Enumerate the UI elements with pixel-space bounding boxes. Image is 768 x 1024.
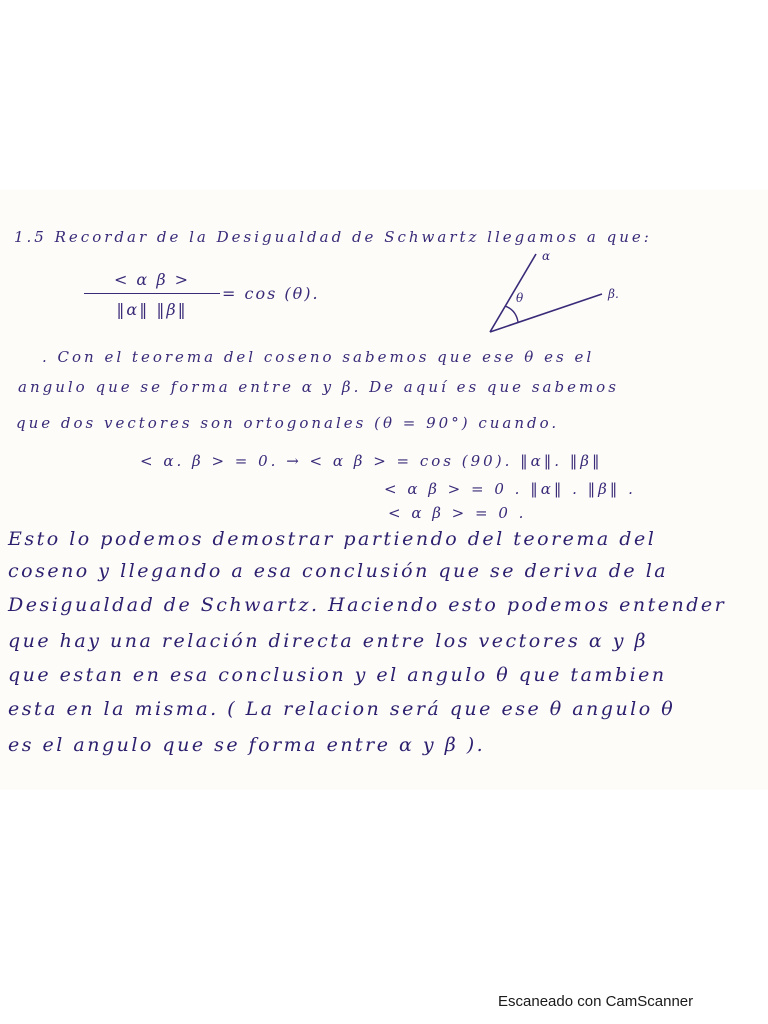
explanation-line-6: esta en la misma. ( La relacion será que ese θ angulo θ: [8, 698, 676, 720]
angle-arc: [505, 306, 518, 322]
explanation-line-3: Desigualdad de Schwartz. Haciendo esto podemos entender: [8, 594, 727, 616]
diagram-label-alpha: α: [542, 249, 551, 263]
explanation-line-5: que estan en esa conclusion y el angulo θ que tambien: [8, 664, 667, 686]
equation-3: < α β > = 0 .: [388, 504, 527, 522]
fraction-numerator: < α β >: [113, 270, 191, 289]
camscanner-watermark: Escaneado con CamScanner: [498, 993, 694, 1010]
explanation-line-7: es el angulo que se forma entre α y β ).: [8, 734, 486, 756]
fraction-denominator: ‖α‖ ‖β‖: [116, 300, 188, 319]
explanation-line-1: Esto lo podemos demostrar partiendo del teorema del: [8, 528, 657, 550]
fraction: [84, 270, 220, 319]
angle-diagram: [480, 240, 640, 340]
equation-1: < α. β > = 0. → < α β > = cos (90). ‖α‖. ‖β‖: [140, 452, 603, 470]
beta-vector: [490, 294, 602, 332]
diagram-label-beta: β.: [608, 287, 619, 301]
equation-2: < α β > = 0 . ‖α‖ . ‖β‖ .: [384, 480, 636, 498]
notes-line-2: . Con el teorema del coseno sabemos que ese θ es el: [42, 348, 595, 366]
explanation-line-2: coseno y llegando a esa conclusión que se deriva de la: [8, 560, 669, 582]
notes-line-3: angulo que se forma entre α y β. De aquí es que sabemos: [18, 378, 619, 396]
notes-line-4: que dos vectores son ortogonales (θ = 90°) cuando.: [16, 414, 560, 432]
fraction-rhs: = cos (θ).: [222, 284, 320, 303]
notes-line-1: 1.5 Recordar de la Desigualdad de Schwartz llegamos a que:: [14, 228, 652, 246]
diagram-label-theta: θ: [516, 291, 524, 305]
explanation-line-4: que hay una relación directa entre los vectores α y β: [8, 630, 648, 652]
alpha-vector: [490, 254, 536, 332]
